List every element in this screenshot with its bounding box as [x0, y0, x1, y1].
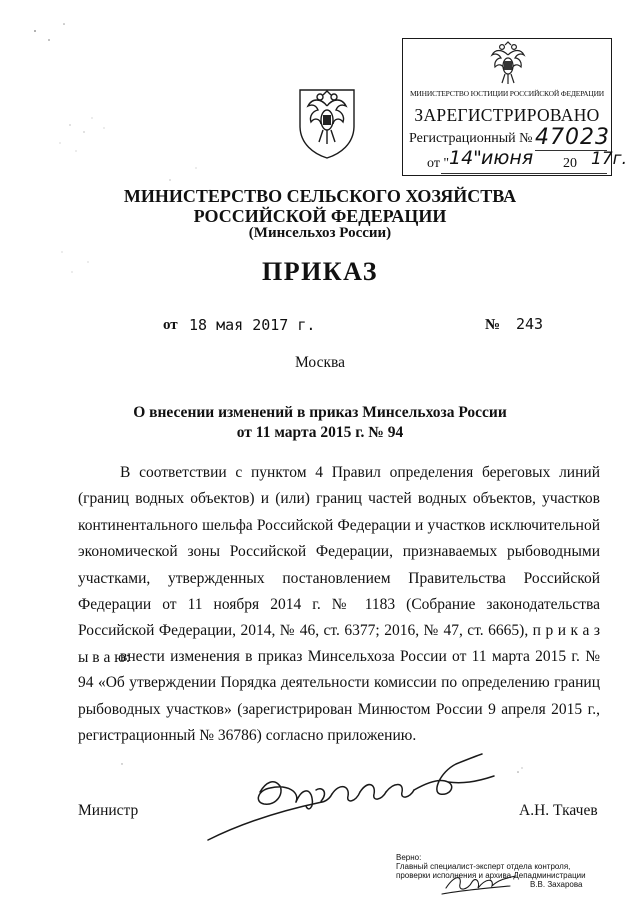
- verification-signature: [440, 868, 520, 896]
- body-paragraph-2: внести изменения в приказ Минсельхоза России от 11 марта 2015 г. № 94 «Об утверждении Порядка деятельности комиссии по определению границ рыбоводных участков» (зарегистрирован Минюстом России 9 апреля 2015 г., регистрационный № 36786) согласно приложению.: [78, 648, 600, 745]
- coat-of-arms-icon: [296, 86, 358, 160]
- order-number-sign: №: [485, 317, 501, 333]
- registration-stamp: [402, 38, 627, 176]
- verification-person-name: В.В. Захарова: [530, 880, 583, 889]
- ministry-name-line2: РОССИЙСКОЙ ФЕДЕРАЦИИ: [193, 206, 447, 226]
- verification-label: Верно:: [396, 853, 422, 862]
- stamp-reg-number-label: Регистрационный №: [409, 131, 533, 146]
- signatory-title: Министр: [78, 802, 139, 819]
- city: Москва: [295, 354, 345, 371]
- document-type-title: ПРИКАЗ: [261, 257, 379, 286]
- order-date-label: от: [163, 317, 178, 333]
- stamp-date-year-suffix: 17г.: [591, 149, 627, 169]
- ministry-short-name: (Минсельхоз России): [248, 225, 392, 241]
- handwritten-signature: [204, 752, 504, 848]
- verification-position-line1: Главный специалист-эксперт отдела контроля,: [396, 862, 571, 871]
- stamp-date-year-prefix: 20: [563, 156, 577, 171]
- stamp-ministry-name: МИНИСТЕРСТВО ЮСТИЦИИ РОССИЙСКОЙ ФЕДЕРАЦИИ: [409, 89, 605, 98]
- subject-line1: О внесении изменений в приказ Минсельхоза России: [133, 404, 507, 421]
- subject-line2: от 11 марта 2015 г. № 94: [236, 424, 404, 441]
- stamp-registered-label: ЗАРЕГИСТРИРОВАНО: [414, 105, 600, 125]
- stamp-date-day: 14": [449, 147, 482, 169]
- signatory-name: А.Н. Ткачев: [519, 802, 598, 819]
- body-paragraph-1: В соответствии с пунктом 4 Правил определения береговых линий (границ водных объектов) и (или) границ частей водных объектов, участков континентального шельфа Российской Федерации и участков исключительной экономической зоны Российской Федерации, признаваемых рыбоводными участками, утвержденных постановлением Правительства Российской Федерации от 11 ноября 2014 г. № 1183 (Собрание законодательства Российской Федерации, 2014, № 46, ст. 6377; 2016, № 47, ст. 6665), п р и к а з ы в а ю:: [78, 464, 600, 666]
- ministry-name-line1: МИНИСТЕРСТВО СЕЛЬСКОГО ХОЗЯЙСТВА: [123, 186, 517, 206]
- stamp-date-month: июня: [481, 147, 534, 169]
- verification-position-line2: проверки исполнения и архива Депадминистрации: [396, 871, 586, 880]
- double-headed-eagle-icon: [489, 41, 527, 87]
- stamp-date-from-label: от ": [427, 156, 450, 171]
- stamp-date-underline: [441, 173, 607, 174]
- order-date: 18 мая 2017 г.: [189, 316, 316, 334]
- stamp-reg-number: 47023: [535, 125, 610, 150]
- order-number: 243: [516, 315, 544, 333]
